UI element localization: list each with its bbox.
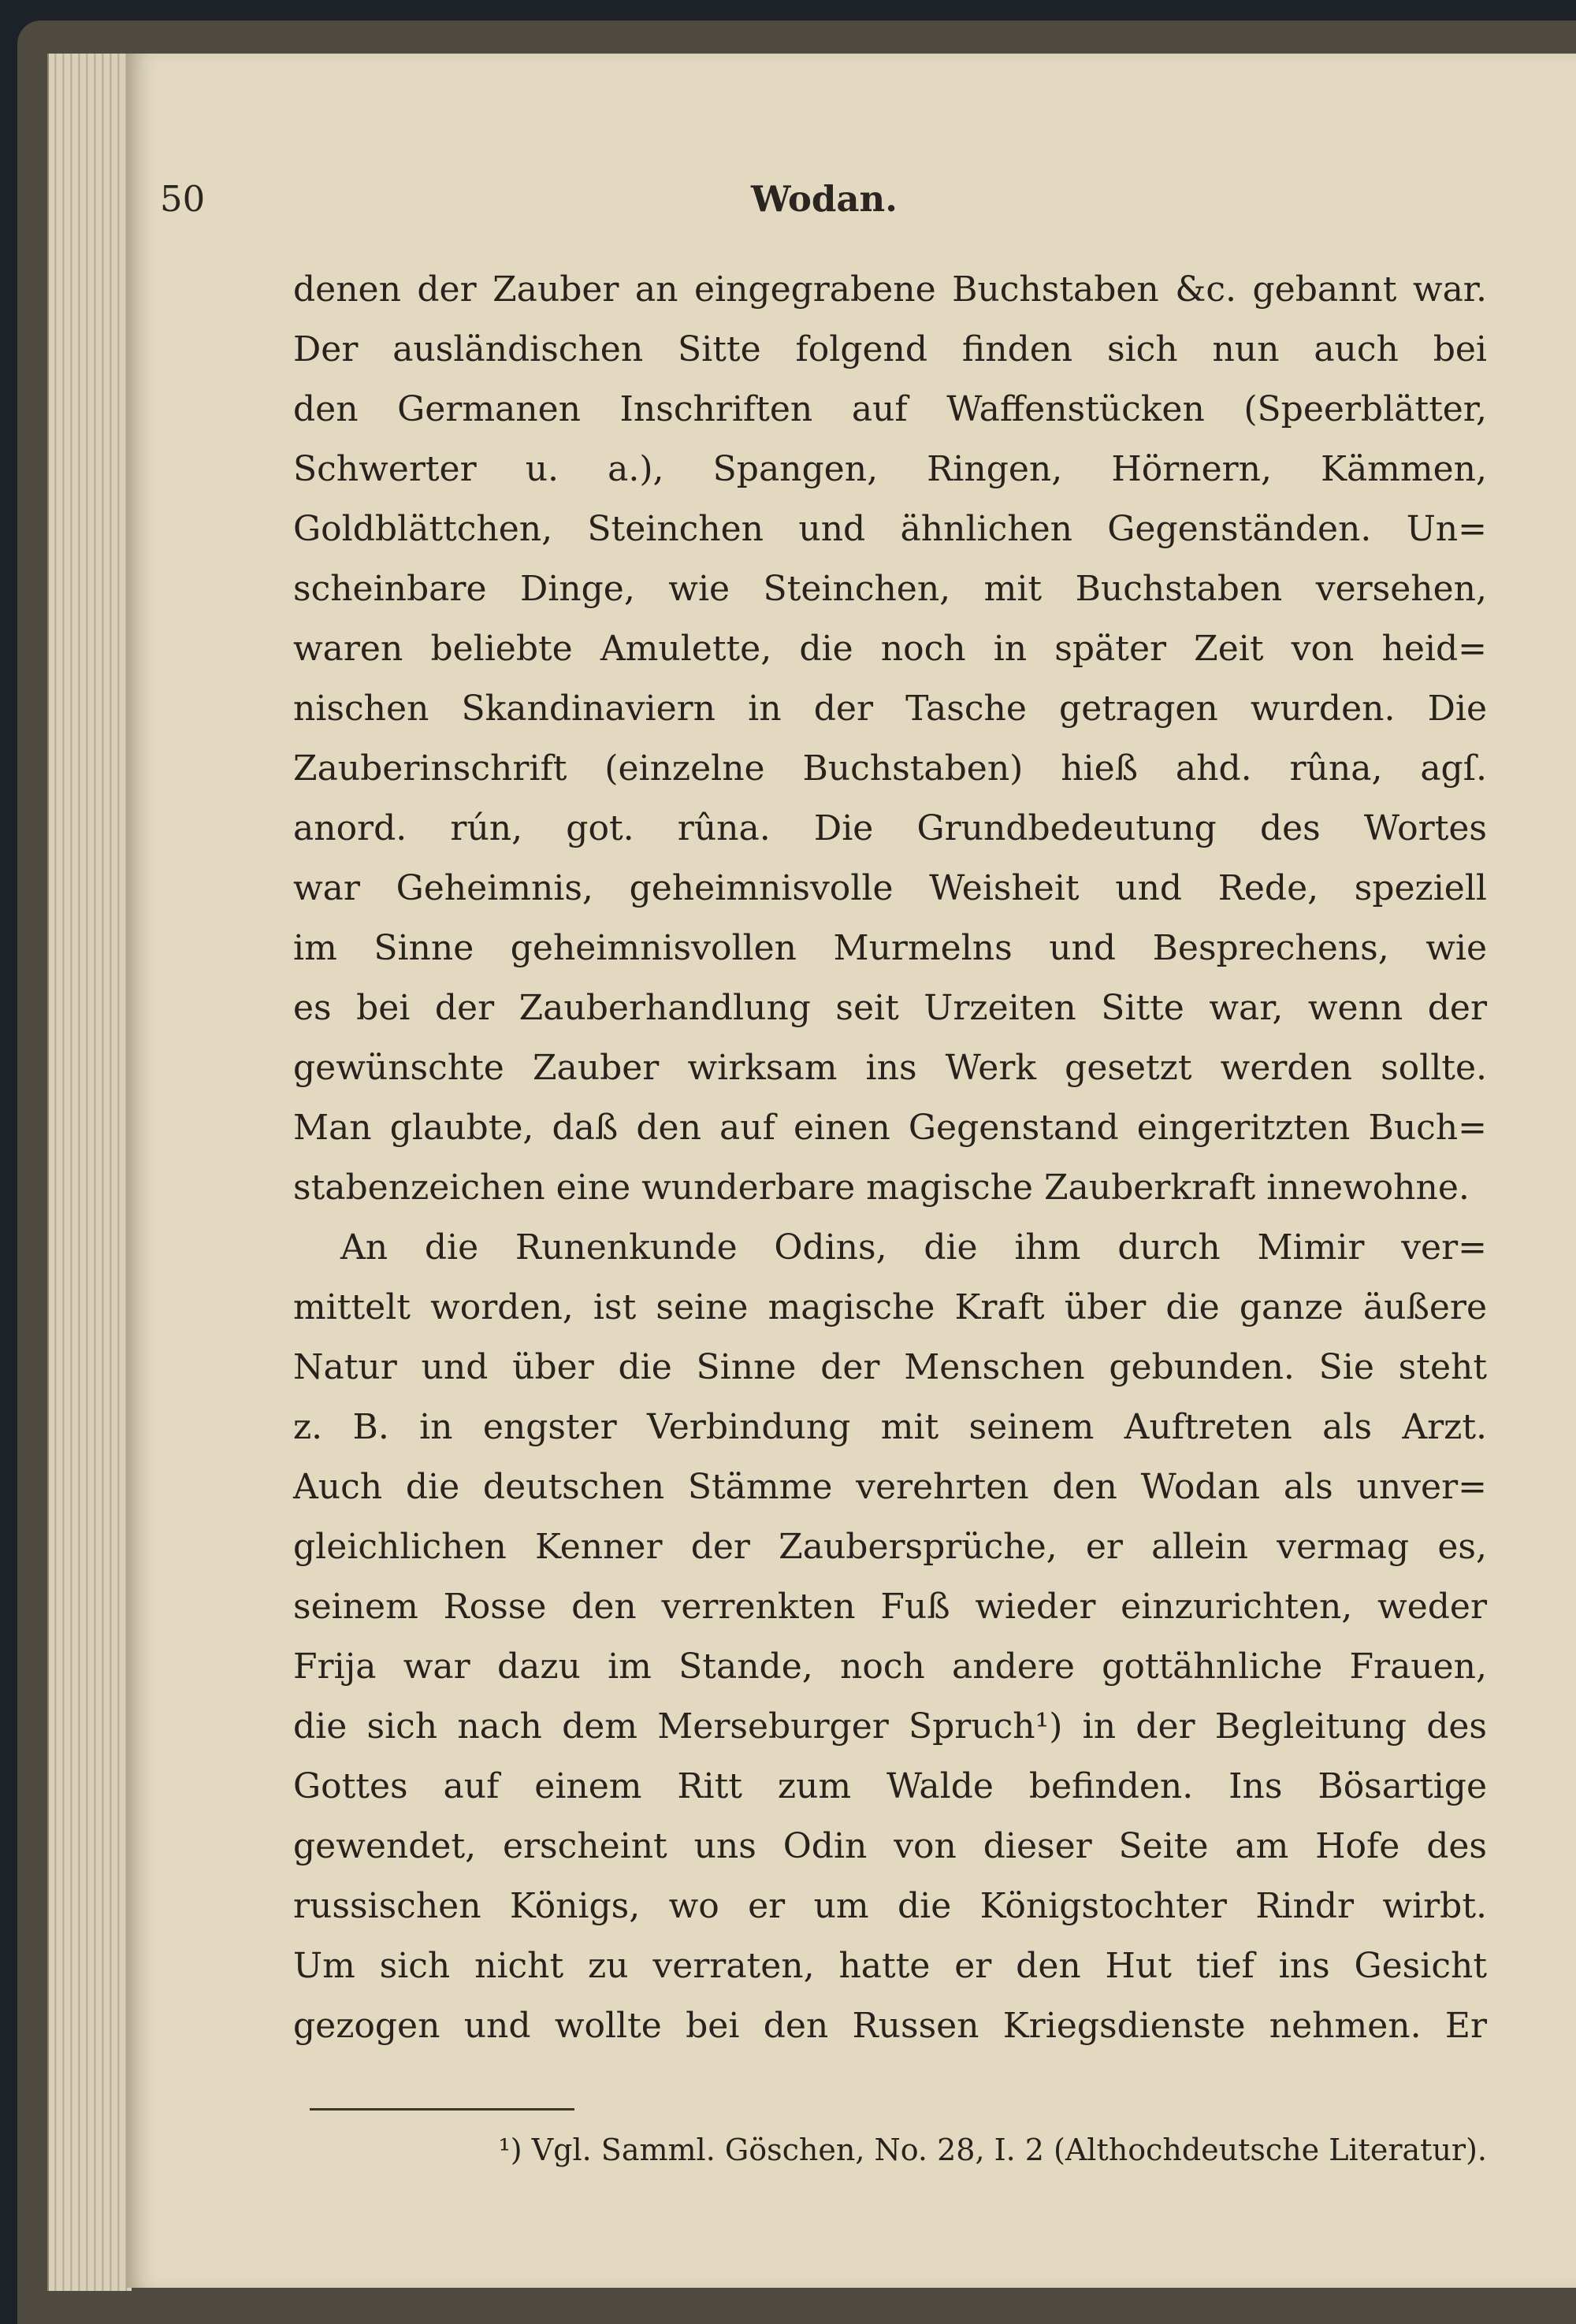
text-line: es bei der Zauberhandlung seit Urzeiten Sitte war, wenn der bbox=[293, 988, 1487, 1028]
text-line: gezogen und wollte bei den Russen Kriegsdienste nehmen. Er bbox=[293, 2006, 1487, 2046]
body-text bbox=[293, 260, 1487, 2056]
text-line: Der ausländischen Sitte folgend finden sich nun auch bei bbox=[293, 329, 1487, 369]
footnote: ¹) Vgl. Samml. Göschen, No. 28, I. 2 (Althochdeutsche Literatur). bbox=[498, 2133, 1487, 2167]
text-line: Gottes auf einem Ritt zum Walde befinden. Ins Bösartige bbox=[293, 1766, 1487, 1806]
text-line: im Sinne geheimnisvollen Murmelns und Besprechens, wie bbox=[293, 928, 1487, 968]
text-line: gleichlichen Kenner der Zaubersprüche, er allein vermag es, bbox=[293, 1527, 1487, 1567]
text-line: Auch die deutschen Stämme verehrten den Wodan als unver= bbox=[293, 1467, 1487, 1507]
text-line: stabenzeichen eine wunderbare magische Zauberkraft innewohne. bbox=[293, 1168, 1470, 1208]
page-header bbox=[160, 178, 1489, 233]
text-line: gewendet, erscheint uns Odin von dieser Seite am Hofe des bbox=[293, 1826, 1487, 1866]
page-edges bbox=[47, 54, 132, 2291]
text-line: Um sich nicht zu verraten, hatte er den Hut tief ins Gesicht bbox=[293, 1946, 1487, 1986]
text-line: russischen Königs, wo er um die Königstochter Rindr wirbt. bbox=[293, 1886, 1487, 1926]
text-line: Frija war dazu im Stande, noch andere gottähnliche Frauen, bbox=[293, 1646, 1487, 1687]
text-line: mittelt worden, ist seine magische Kraft über die ganze äußere bbox=[293, 1287, 1487, 1327]
text-line: anord. rún, got. rûna. Die Grundbedeutung des Wortes bbox=[293, 808, 1487, 848]
text-line: Zauberinschrift (einzelne Buchstaben) hieß ahd. rûna, agſ. bbox=[293, 748, 1487, 789]
text-line: denen der Zauber an eingegrabene Buchstaben &c. gebannt war. bbox=[293, 269, 1487, 310]
text-line: waren beliebte Amulette, die noch in später Zeit von heid= bbox=[293, 629, 1487, 669]
text-line: Goldblättchen, Steinchen und ähnlichen Gegenständen. Un= bbox=[293, 509, 1487, 549]
text-line: Schwerter u. a.), Spangen, Ringen, Hörnern, Kämmen, bbox=[293, 449, 1487, 489]
text-line: Natur und über die Sinne der Menschen gebunden. Sie steht bbox=[293, 1347, 1487, 1387]
text-line: Man glaubte, daß den auf einen Gegenstand eingeritzten Buch= bbox=[293, 1108, 1487, 1148]
text-line: war Geheimnis, geheimnisvolle Weisheit und Rede, speziell bbox=[293, 868, 1487, 908]
text-line: An die Runenkunde Odins, die ihm durch Mimir ver= bbox=[340, 1227, 1487, 1268]
text-line: die sich nach dem Merseburger Spruch¹) in der Begleitung des bbox=[293, 1706, 1487, 1747]
text-line: scheinbare Dinge, wie Steinchen, mit Buchstaben versehen, bbox=[293, 569, 1487, 609]
text-line: gewünschte Zauber wirksam ins Werk gesetzt werden sollte. bbox=[293, 1048, 1487, 1088]
text-line: seinem Rosse den verrenkten Fuß wieder einzurichten, weder bbox=[293, 1587, 1487, 1627]
running-title: Wodan. bbox=[751, 178, 898, 220]
text-line: den Germanen Inschriften auf Waffenstücken (Speerblätter, bbox=[293, 389, 1487, 429]
page-number: 50 bbox=[160, 178, 206, 220]
text-line: nischen Skandinaviern in der Tasche getragen wurden. Die bbox=[293, 689, 1487, 729]
text-line: z. B. in engster Verbindung mit seinem Auftreten als Arzt. bbox=[293, 1407, 1487, 1447]
footnote-rule bbox=[310, 2108, 574, 2111]
